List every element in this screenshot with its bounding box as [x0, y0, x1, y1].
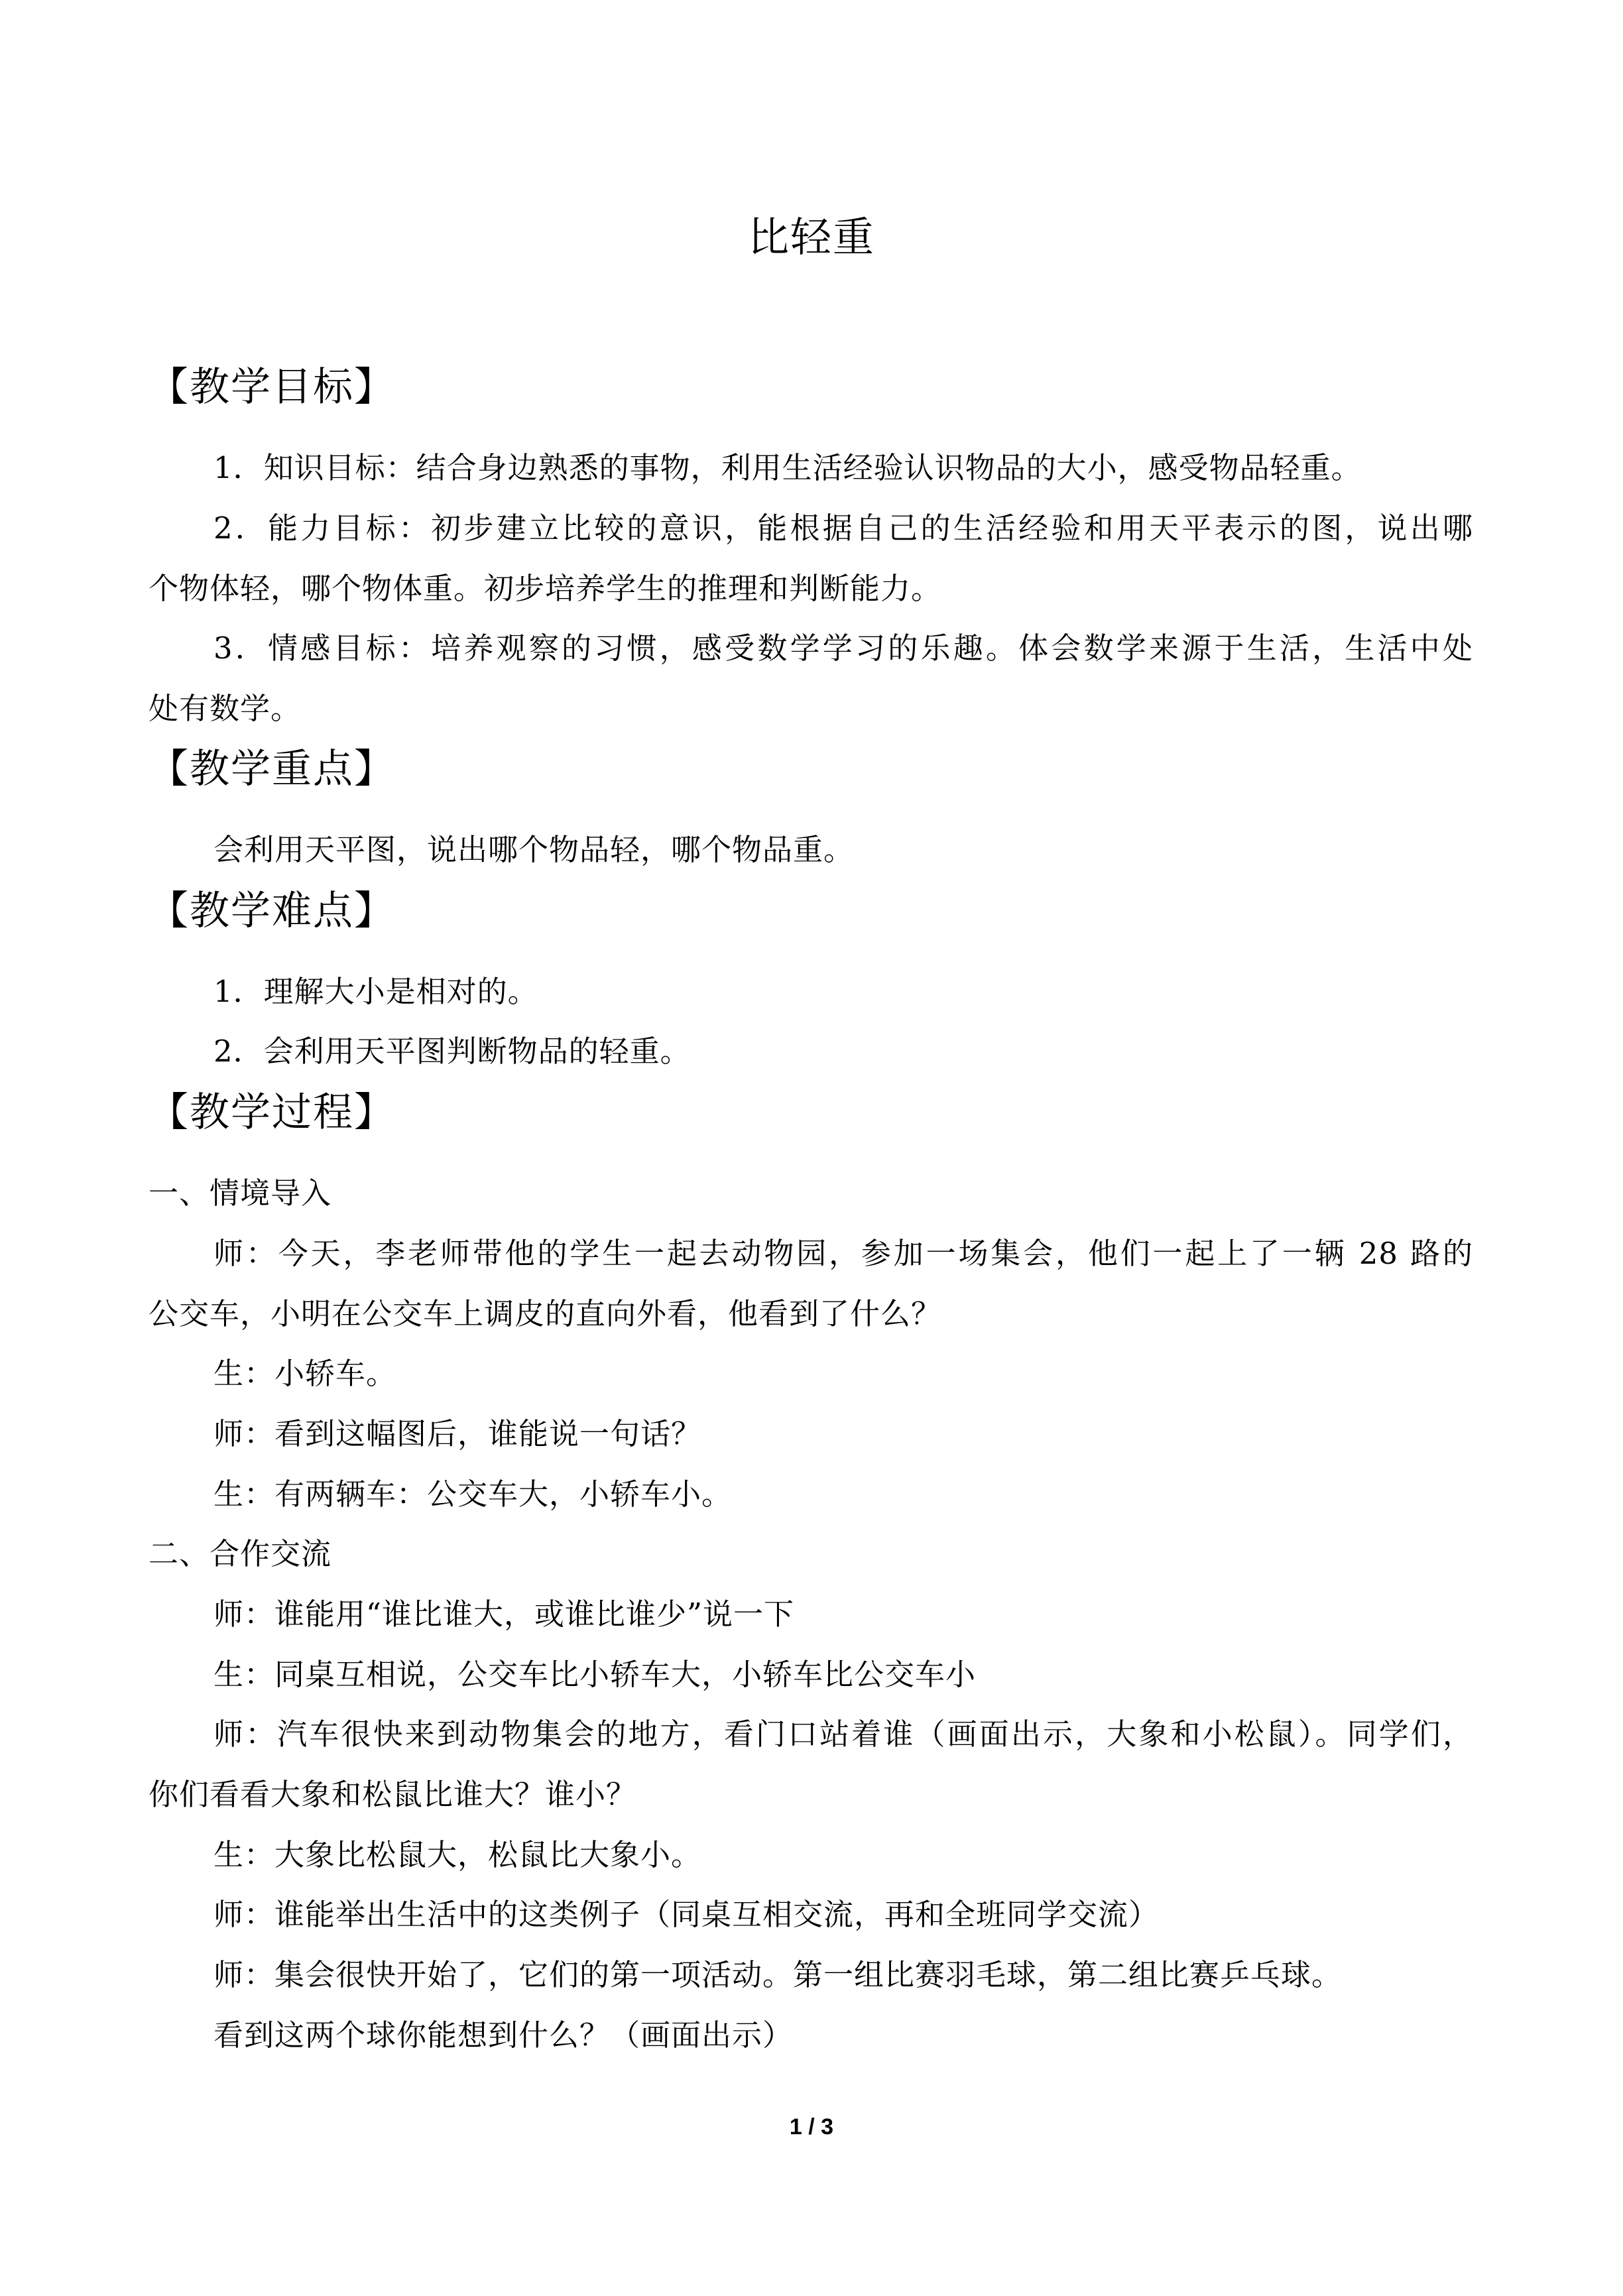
- process-part2-line: 生：同桌互相说，公交车比小轿车大，小轿车比公交车小: [213, 1657, 977, 1692]
- difficulty-item-2: 2．会利用天平图判断物品的轻重。: [213, 1034, 691, 1069]
- process-part2-line: 你们看看大象和松鼠比谁大？谁小？: [149, 1777, 637, 1812]
- objective-emotion-line2: 处有数学。: [149, 691, 302, 726]
- process-part2-line: 师：汽车很快来到动物集会的地方，看门口站着谁（画面出示，大象和小松鼠）。同学们，: [213, 1717, 1473, 1752]
- page-title: 比轻重: [747, 213, 875, 261]
- process-part2-title: 二、合作交流: [149, 1536, 332, 1571]
- section-heading-difficulties: 【教学难点】: [149, 888, 395, 934]
- objective-ability-line1: 2．能力目标：初步建立比较的意识，能根据自己的生活经验和用天平表示的图，说出哪: [213, 511, 1473, 546]
- process-part1-title: 一、情境导入: [149, 1176, 332, 1211]
- process-part1-line: 生：小轿车。: [213, 1356, 397, 1391]
- section-heading-process: 【教学过程】: [149, 1089, 395, 1136]
- section-heading-key-points: 【教学重点】: [149, 746, 395, 792]
- process-part2-line: 看到这两个球你能想到什么？（画面出示）: [213, 2018, 794, 2053]
- objective-knowledge: 1．知识目标：结合身边熟悉的事物，利用生活经验认识物品的大小，感受物品轻重。: [213, 450, 1362, 485]
- section-heading-objectives: 【教学目标】: [149, 364, 395, 410]
- process-part1-line: 生：有两辆车：公交车大，小轿车小。: [213, 1477, 733, 1512]
- key-point-item: 会利用天平图，说出哪个物品轻，哪个物品重。: [213, 832, 855, 867]
- page-number: 1 / 3: [789, 2114, 834, 2140]
- process-part2-line: 师：集会很快开始了，它们的第一项活动。第一组比赛羽毛球，第二组比赛乒乓球。: [213, 1957, 1343, 1992]
- process-part2-line: 师：谁能用“谁比谁大，或谁比谁少”说一下: [213, 1597, 795, 1632]
- process-part1-line: 师：看到这幅图后，谁能说一句话？: [213, 1416, 702, 1451]
- process-part2-line: 生：大象比松鼠大，松鼠比大象小。: [213, 1837, 702, 1872]
- objective-emotion-line1: 3．情感目标：培养观察的习惯，感受数学学习的乐趣。体会数学来源于生活，生活中处: [213, 631, 1473, 666]
- process-part1-line: 公交车，小明在公交车上调皮的直向外看，他看到了什么？: [149, 1296, 942, 1331]
- process-part1-line: 师：今天，李老师带他的学生一起去动物园，参加一场集会，他们一起上了一辆 28 路的: [213, 1236, 1473, 1271]
- process-part2-line: 师：谁能举出生活中的这类例子（同桌互相交流，再和全班同学交流）: [213, 1897, 1160, 1932]
- objective-ability-line2: 个物体轻，哪个物体重。初步培养学生的推理和判断能力。: [149, 571, 942, 606]
- difficulty-item-1: 1．理解大小是相对的。: [213, 974, 538, 1009]
